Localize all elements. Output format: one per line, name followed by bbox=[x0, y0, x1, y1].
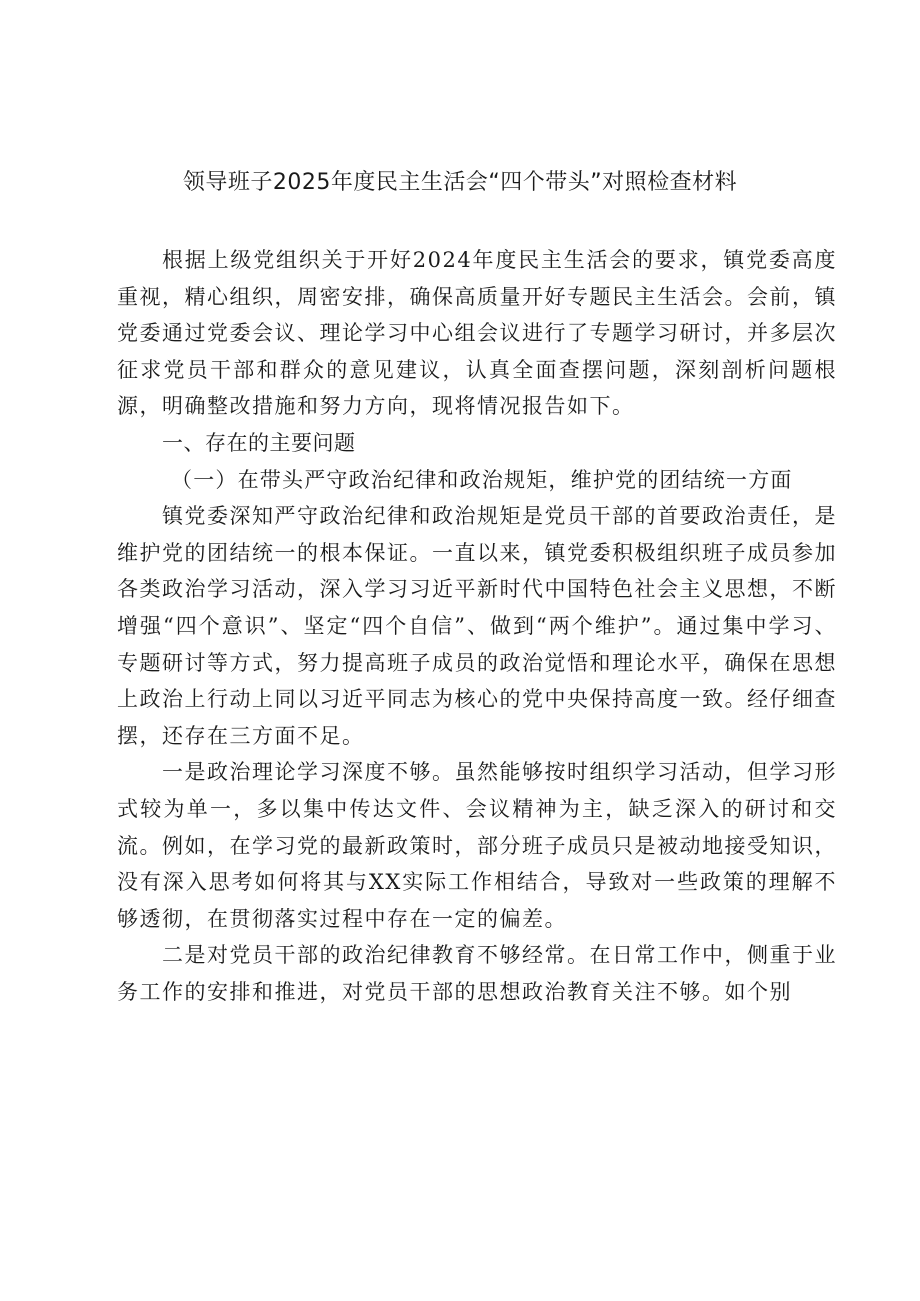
intro-paragraph: 根据上级党组织关于开好2024年度民主生活会的要求，镇党委高度重视，精心组织，周密安排，确保高质量开好专题民主生活会。会前，镇党委通过党委会议、理论学习中心组会议进行了专题学习研讨，并多层次征求党员干部和群众的意见建议，认真全面查摆问题，深刻剖析问题根源，明确整改措施和努力方向，现将情况报告如下。 bbox=[117, 248, 837, 419]
body-paragraph: 二是对党员干部的政治纪律教育不够经常。在日常工作中，侧重于业务工作的安排和推进，对党员干部的思想政治教育关注不够。如个别 bbox=[117, 943, 837, 1004]
document-body bbox=[117, 242, 837, 1010]
section-heading: 一、存在的主要问题 bbox=[162, 430, 356, 455]
document-title: 领导班子2025年度民主生活会“四个带头”对照检查材料 bbox=[182, 170, 738, 195]
body-paragraph: 镇党委深知严守政治纪律和政治规矩是党员干部的首要政治责任，是维护党的团结统一的根本保证。一直以来，镇党委积极组织班子成员参加各类政治学习活动，深入学习习近平新时代中国特色社会主义思想，不断增强“四个意识”、坚定“四个自信”、做到“两个维护”。通过集中学习、专题研讨等方式，努力提高班子成员的政治觉悟和理论水平，确保在思想上政治上行动上同以习近平同志为核心的党中央保持高度一致。经仔细查摆，还存在三方面不足。 bbox=[117, 504, 837, 748]
subsection-heading: （一）在带头严守政治纪律和政治规矩，维护党的团结统一方面 bbox=[171, 467, 793, 492]
body-paragraph: 一是政治理论学习深度不够。虽然能够按时组织学习活动，但学习形式较为单一，多以集中传达文件、会议精神为主，缺乏深入的研讨和交流。例如，在学习党的最新政策时，部分班子成员只是被动地接受知识，没有深入思考如何将其与XX实际工作相结合，导致对一些政策的理解不够透彻，在贯彻落实过程中存在一定的偏差。 bbox=[117, 760, 837, 931]
